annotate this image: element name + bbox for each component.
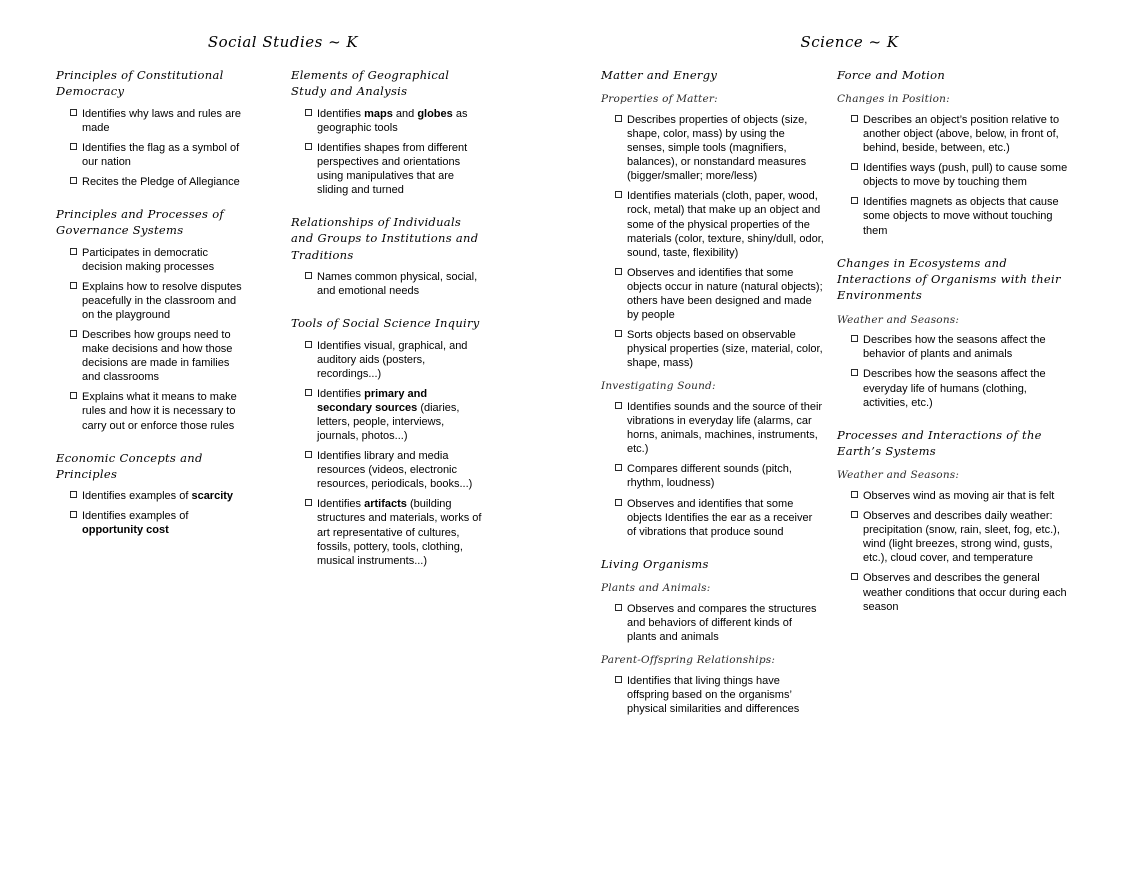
item-label: Identifies examples of opportunity cost xyxy=(82,510,189,537)
group-heading-social-science-inquiry: Tools of Social Science Inquiry xyxy=(291,316,480,331)
page-social-studies xyxy=(0,0,566,574)
checkbox-icon[interactable] xyxy=(70,177,77,184)
column-social-studies-1 xyxy=(0,67,245,574)
item-label: Compares different sounds (pitch, rhythm, loudness) xyxy=(627,463,792,490)
group-heading-matter-and-energy: Matter and Energy xyxy=(601,68,718,82)
checkbox-icon[interactable] xyxy=(615,330,622,337)
checkbox-icon[interactable] xyxy=(851,511,858,518)
checklist-plants-and-animals xyxy=(601,602,824,644)
group-heading-governance-systems: Principles and Processes of Governance Systems xyxy=(56,207,224,238)
item-label: Identifies artifacts (building structures and materials, works of art representative of cultures, fossils, pottery, tools, clothing, musical instruments...) xyxy=(317,498,482,567)
checkbox-icon[interactable] xyxy=(305,389,312,396)
checkbox-icon[interactable] xyxy=(70,392,77,399)
group-heading-geographical-study: Elements of Geographical Study and Analysis xyxy=(291,68,450,99)
list-item xyxy=(851,489,1069,503)
subgroup-heading-investigating-sound: Investigating Sound: xyxy=(601,380,716,393)
checkbox-icon[interactable] xyxy=(615,115,622,122)
list-item xyxy=(305,497,485,567)
checkbox-icon[interactable] xyxy=(70,109,77,116)
list-item xyxy=(615,674,824,716)
list-item xyxy=(70,141,245,169)
group-heading-ecosystems: Changes in Ecosystems and Interactions of Organisms with their Environments xyxy=(837,255,1061,303)
item-label: Observes wind as moving air that is felt xyxy=(863,490,1055,503)
item-label: Observes and compares the structures and behaviors of different kinds of plants and animals xyxy=(627,602,817,643)
checklist-social-science-inquiry xyxy=(291,339,485,568)
list-item xyxy=(305,339,485,381)
list-item xyxy=(305,387,485,443)
group-heading-constitutional-democracy: Principles of Constitutional Democracy xyxy=(56,68,224,99)
subgroup-heading-weather-and-seasons-ecosystems: Weather and Seasons: xyxy=(837,313,960,326)
item-label: Sorts objects based on observable physical properties (size, material, color, shape, mass) xyxy=(627,329,823,370)
checklist-constitutional-democracy xyxy=(56,107,245,189)
list-item xyxy=(615,189,824,259)
list-item xyxy=(70,390,245,432)
item-label: Identifies the flag as a symbol of our nation xyxy=(82,141,240,168)
list-item xyxy=(615,113,824,183)
page-title-science: Science ~ K xyxy=(800,33,899,51)
group-heading-living-organisms: Living Organisms xyxy=(601,556,709,571)
checkbox-icon[interactable] xyxy=(70,248,77,255)
checkbox-icon[interactable] xyxy=(70,511,77,518)
item-label: Explains what it means to make rules and how it is necessary to carry out or enforce those rules xyxy=(82,391,237,432)
item-label: Names common physical, social, and emotional needs xyxy=(317,271,478,298)
checkbox-icon[interactable] xyxy=(305,143,312,150)
checklist-economic-concepts xyxy=(56,489,245,537)
checkbox-icon[interactable] xyxy=(305,451,312,458)
item-label: Describes an object’s position relative to another object (above, below, in front of, behind, beside, between, etc.) xyxy=(863,114,1060,155)
list-item xyxy=(615,602,824,644)
list-item xyxy=(305,141,485,197)
list-item xyxy=(851,333,1069,361)
item-label: Observes and describes daily weather: precipitation (snow, rain, sleet, fog, etc.), wind (light breezes, strong wind, gusts, etc.), cloud cover, and temperature xyxy=(863,510,1060,565)
checkbox-icon[interactable] xyxy=(615,268,622,275)
checkbox-icon[interactable] xyxy=(615,676,622,683)
list-item xyxy=(851,195,1069,237)
list-item xyxy=(851,509,1069,565)
checkbox-icon[interactable] xyxy=(851,369,858,376)
list-item xyxy=(305,107,485,135)
checklist-changes-in-position xyxy=(837,113,1069,238)
list-item xyxy=(615,328,824,370)
list-item xyxy=(70,175,245,189)
checkbox-icon[interactable] xyxy=(70,491,77,498)
checkbox-icon[interactable] xyxy=(615,499,622,506)
item-label: Describes how the seasons affect the behavior of plants and animals xyxy=(863,334,1046,361)
checkbox-icon[interactable] xyxy=(70,282,77,289)
checklist-weather-and-seasons-ecosystems xyxy=(837,333,1069,409)
item-label: Observes and identifies that some objects Identifies the ear as a receiver of vibrations that produce sound xyxy=(627,497,813,538)
list-item xyxy=(70,489,245,503)
item-label: Identifies ways (push, pull) to cause some objects to move by touching them xyxy=(863,162,1068,189)
item-label: Identifies that living things have offspring based on the organisms’ physical similarities and differences xyxy=(627,674,800,715)
item-label: Describes how the seasons affect the everyday life of humans (clothing, activities, etc.) xyxy=(863,368,1046,409)
checkbox-icon[interactable] xyxy=(851,335,858,342)
item-label: Identifies primary and secondary sources (diaries, letters, people, interviews, journals, photos...) xyxy=(317,387,460,443)
list-item xyxy=(70,328,245,384)
group-heading-force-and-motion: Force and Motion xyxy=(837,68,946,82)
list-item xyxy=(305,449,485,491)
list-item xyxy=(615,497,824,539)
checkbox-icon[interactable] xyxy=(851,573,858,580)
checkbox-icon[interactable] xyxy=(615,402,622,409)
list-item xyxy=(70,107,245,135)
list-item xyxy=(615,462,824,490)
subgroup-heading-weather-and-seasons-earth: Weather and Seasons: xyxy=(837,469,960,482)
page-title-social-studies: Social Studies ~ K xyxy=(207,33,359,51)
group-heading-earth-systems: Processes and Interactions of the Earth’s Systems xyxy=(837,427,1042,459)
list-item xyxy=(70,509,245,537)
checkbox-icon[interactable] xyxy=(851,163,858,170)
item-label: Explains how to resolve disputes peacefully in the classroom and on the playground xyxy=(82,280,242,322)
list-item xyxy=(851,571,1069,613)
list-item xyxy=(851,113,1069,155)
group-heading-economic-concepts: Economic Concepts and Principles xyxy=(56,450,203,481)
checkbox-icon[interactable] xyxy=(615,604,622,611)
checkbox-icon[interactable] xyxy=(305,341,312,348)
subgroup-heading-plants-and-animals: Plants and Animals: xyxy=(601,582,711,595)
item-label: Observes and identifies that some objects occur in nature (natural objects); others have been designed and made by people xyxy=(627,266,823,322)
checklist-investigating-sound xyxy=(601,400,824,539)
list-item xyxy=(70,280,245,322)
item-label: Identifies maps and globes as geographic tools xyxy=(317,107,468,134)
columns-science xyxy=(566,51,1133,722)
checkbox-icon[interactable] xyxy=(305,499,312,506)
item-label: Identifies library and media resources (videos, electronic resources, periodicals, books...) xyxy=(317,450,473,491)
item-label: Identifies sounds and the source of their vibrations in everyday life (alarms, car horns, animals, machines, instruments, etc.) xyxy=(627,401,823,456)
list-item xyxy=(305,270,485,298)
checklist-individuals-groups xyxy=(291,270,485,298)
column-social-studies-2 xyxy=(245,67,485,574)
subgroup-heading-parent-offspring: Parent-Offspring Relationships: xyxy=(601,653,776,666)
item-label: Identifies why laws and rules are made xyxy=(82,107,241,134)
checkbox-icon[interactable] xyxy=(851,115,858,122)
item-label: Recites the Pledge of Allegiance xyxy=(82,175,240,188)
columns-social-studies xyxy=(0,51,566,574)
checkbox-icon[interactable] xyxy=(70,143,77,150)
item-label: Identifies shapes from different perspectives and orientations using manipulatives that are sliding and turned xyxy=(317,141,468,197)
item-label: Observes and describes the general weather conditions that occur during each season xyxy=(863,572,1067,613)
checklist-governance-systems xyxy=(56,246,245,433)
list-item xyxy=(615,266,824,322)
checklist-geographical-study xyxy=(291,107,485,197)
group-heading-individuals-groups: Relationships of Individuals and Groups to Institutions and Traditions xyxy=(291,215,479,262)
checkbox-icon[interactable] xyxy=(851,197,858,204)
page-science xyxy=(566,0,1133,722)
checkbox-icon[interactable] xyxy=(305,272,312,279)
list-item xyxy=(851,161,1069,189)
item-label: Identifies materials (cloth, paper, wood, rock, metal) that make up an object and some of the physical properties of the materials (color, texture, shiny/dull, odor, sound, taste, flexibility) xyxy=(627,190,824,259)
item-label: Participates in democratic decision making processes xyxy=(82,246,215,273)
list-item xyxy=(70,246,245,274)
checklist-properties-of-matter xyxy=(601,113,824,370)
checkbox-icon[interactable] xyxy=(615,464,622,471)
checkbox-icon[interactable] xyxy=(305,109,312,116)
checklist-parent-offspring xyxy=(601,674,824,716)
item-label: Describes how groups need to make decisions and how those decisions are made in families and classrooms xyxy=(82,329,233,384)
item-label: Describes properties of objects (size, shape, color, mass) by using the senses, simple tools (magnifiers, balances), or nonstandard measures (bigger/smaller; more/less) xyxy=(627,114,808,183)
subgroup-heading-changes-in-position: Changes in Position: xyxy=(837,93,950,106)
checkbox-icon[interactable] xyxy=(70,330,77,337)
column-science-2 xyxy=(824,67,1069,722)
column-science-1 xyxy=(566,67,824,722)
subgroup-heading-properties-of-matter: Properties of Matter: xyxy=(601,93,718,106)
list-item xyxy=(615,400,824,456)
checkbox-icon[interactable] xyxy=(615,191,622,198)
checkbox-icon[interactable] xyxy=(851,491,858,498)
list-item xyxy=(851,367,1069,409)
checklist-weather-and-seasons-earth xyxy=(837,489,1069,614)
item-label: Identifies visual, graphical, and auditory aids (posters, recordings...) xyxy=(317,339,468,380)
item-label: Identifies magnets as objects that cause some objects to move without touching them xyxy=(863,196,1059,237)
item-label: Identifies examples of scarcity xyxy=(82,490,234,503)
